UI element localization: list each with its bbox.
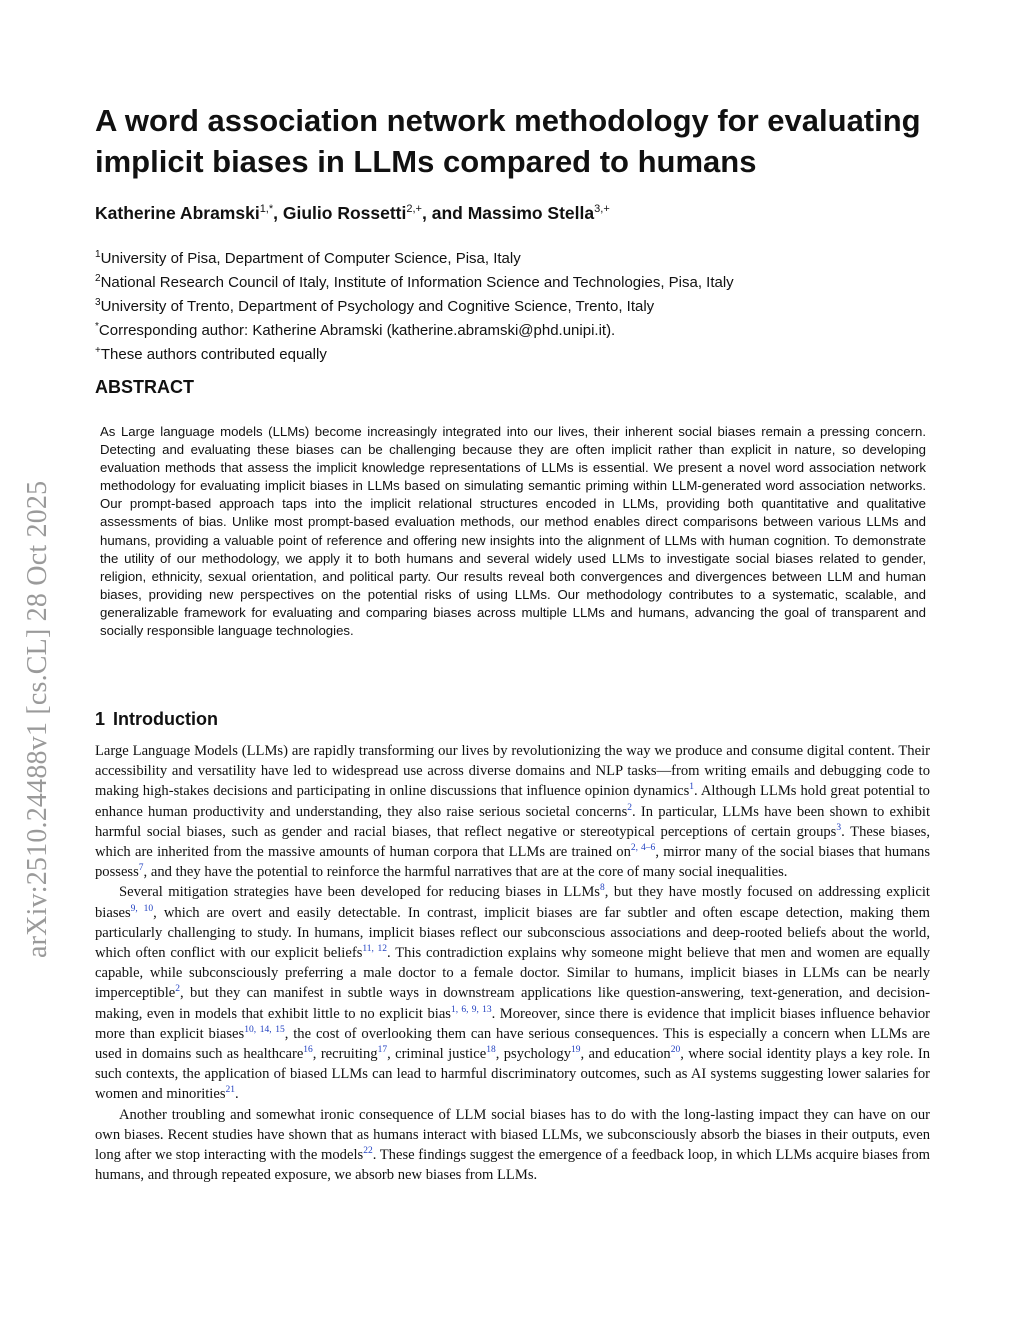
affiliation-list <box>95 245 955 365</box>
affiliation-mark: + <box>95 345 101 356</box>
paragraph-text: Large Language Models (LLMs) are rapidly transforming our lives by revolutionizing the way we produce and consume digital content. Their accessibility and versatility have led to widespread use across diverse domains and NLP tasks—from writing emails and debugging code to making high-stakes decisions and participating in online discussions that influence opinion dynamics <box>95 743 930 800</box>
paragraph-text: , but they can manifest in subtle ways in downstream applications like question-answering, text-generation, and decision-making, even in models that exhibit little to no explicit bias <box>95 985 930 1022</box>
affiliation-text: University of Trento, Department of Psychology and Cognitive Science, Trento, Italy <box>100 298 655 315</box>
author-affiliation-mark: 1,* <box>259 203 274 215</box>
paragraph-text: . <box>235 1086 239 1103</box>
paragraph-text: . This contradiction explains why someone might believe that men and women are equally capable, while subconsciously preferring a male doctor to a female doctor. Similar to humans, implicit biases in LLMs can be nearly imperceptible <box>95 945 930 1002</box>
paragraph-text: . Moreover, since there is evidence that implicit biases influence behavior more than explicit biases <box>95 1005 930 1042</box>
paragraph-text: . These biases, which are inherited from the massive amounts of human corpora that LLMs are trained on <box>95 823 930 861</box>
paragraph-text: . In particular, LLMs have been shown to exhibit harmful social biases, such as gender and racial biases, that reflect negative or stereotypical perceptions of certain groups <box>95 803 931 840</box>
citation-link[interactable]: 11, 12 <box>362 944 387 955</box>
author-list <box>95 198 955 224</box>
affiliation <box>95 269 955 293</box>
citation-link[interactable]: 20 <box>670 1045 681 1056</box>
citation-link[interactable]: 3 <box>836 822 842 833</box>
affiliation <box>95 293 955 317</box>
paragraph-text: , where social identity plays a key role. In such contexts, the application of biased LLMs can lead to harmful discriminatory outcomes, such as AI systems suggesting lower salaries for women and minorities <box>95 1046 931 1103</box>
citation-link[interactable]: 8 <box>599 883 605 894</box>
citation-link[interactable]: 2, 4–6 <box>630 843 656 854</box>
paragraph-text: , mirror many of the social biases that humans possess <box>95 844 931 881</box>
citation-link[interactable]: 7 <box>138 863 144 874</box>
affiliation-text: Corresponding author: Katherine Abramski (katherine.abramski@phd.unipi.it). <box>98 322 616 339</box>
paragraph-text: , but they have mostly focused on addressing explicit biases <box>95 884 930 921</box>
affiliation-mark: 3 <box>95 297 101 308</box>
citation-link[interactable]: 21 <box>225 1085 236 1096</box>
author-name: Massimo Stella <box>467 202 595 223</box>
paragraph-text: , psychology <box>495 1046 572 1063</box>
section-heading-introduction <box>95 709 218 730</box>
affiliation-mark: 1 <box>95 249 101 260</box>
paragraph-text: , the cost of overlooking them can have serious consequences. This is especially a concern when LLMs are used in domains such as healthcare <box>95 1025 930 1063</box>
citation-link[interactable]: 1, 6, 9, 13 <box>450 1004 492 1015</box>
affiliation-mark: * <box>95 321 99 332</box>
affiliation-text: These authors contributed equally <box>100 346 327 363</box>
citation-link[interactable]: 18 <box>486 1045 496 1056</box>
citation-link[interactable]: 10, 14, 15 <box>244 1024 285 1035</box>
author-separator: , and <box>421 202 468 223</box>
paragraph-text: Several mitigation strategies have been developed for reducing biases in LLMs <box>119 884 600 901</box>
citation-link[interactable]: 9, 10 <box>130 903 154 914</box>
citation-link[interactable]: 22 <box>363 1146 373 1157</box>
affiliation <box>95 341 955 365</box>
paragraph-text: , and education <box>580 1046 671 1063</box>
paragraph-text: . Although LLMs hold great potential to enhance human productivity and understanding, they also raise serious societal concerns <box>95 783 930 820</box>
paragraph <box>95 1105 930 1186</box>
abstract-heading: ABSTRACT <box>95 377 194 397</box>
affiliation-text: National Research Council of Italy, Institute of Information Science and Technologies, Pisa, Italy <box>100 274 734 291</box>
citation-link[interactable]: 2 <box>175 984 180 995</box>
section-title: Introduction <box>113 709 218 729</box>
author-separator: , <box>273 202 283 223</box>
author-affiliation-mark: 3,+ <box>594 203 610 215</box>
paragraph-text: , recruiting <box>312 1046 378 1063</box>
introduction-body <box>95 741 930 1185</box>
affiliation-mark: 2 <box>95 273 101 284</box>
paragraph-text: , criminal justice <box>387 1046 487 1063</box>
section-number: 1 <box>95 709 106 729</box>
author-affiliation-mark: 2,+ <box>406 203 422 215</box>
citation-link[interactable]: 16 <box>303 1045 313 1056</box>
author-name: Giulio Rossetti <box>282 202 407 223</box>
affiliation-text: University of Pisa, Department of Computer Science, Pisa, Italy <box>100 250 521 267</box>
paper-title: A word association network methodology for evaluating implicit biases in LLMs compared to humans <box>95 103 921 179</box>
abstract-text: As Large language models (LLMs) become increasingly integrated into our lives, their inherent social biases remain a pressing concern. Detecting and evaluating these biases can be challenging because they are often implicit rather than explicit in nature, so developing evaluation methods that assess the implicit knowledge representations of LLMs is essential. We present a novel word association network methodology for evaluating implicit biases in LLMs based on simulating semantic priming within LLM-generated word association networks. Our prompt-based approach taps into the implicit relational structures encoded in LLMs, providing both quantitative and qualitative assessments of bias. Unlike most prompt-based evaluation methods, our method enables direct comparisons between various LLMs and humans, providing a valuable point of reference and offering new insights into the alignment of LLMs with human cognition. To demonstrate the utility of our methodology, we apply it to both humans and several widely used LLMs to investigate social biases related to gender, religion, ethnicity, sexual orientation, and political party. Our results reveal both convergences and divergences between LLM and human biases, providing new perspectives on the potential risks of using LLMs. Our methodology contributes to a systematic, scalable, and generalizable framework for evaluating and comparing biases across multiple LLMs and humans, advancing the goal of transparent and socially responsible language technologies. <box>100 424 926 639</box>
paragraph-text: Another troubling and somewhat ironic consequence of LLM social biases has to do with the long-lasting impact they can have on our own biases. Recent studies have shown that as humans interact with biased LLMs, we subconsciously absorb the biases in their outputs, even long after we stop interacting with the models <box>95 1106 930 1164</box>
affiliation <box>95 245 955 269</box>
author-name: Katherine Abramski <box>95 202 260 223</box>
citation-link[interactable]: 19 <box>571 1045 581 1056</box>
arxiv-identifier: arXiv:2510.24488v1 [cs.CL] 28 Oct 2025 <box>22 480 53 958</box>
paragraph-text: . These findings suggest the emergence of a feedback loop, in which LLMs acquire biases from humans, and through repeated exposure, we absorb new biases from LLMs. <box>95 1147 930 1184</box>
paragraph-text: , and they have the potential to reinforce the harmful narratives that are at the core of many social inequalities. <box>143 864 788 881</box>
citation-link[interactable]: 2 <box>627 802 633 813</box>
paragraph <box>95 882 930 1104</box>
paragraph <box>95 741 930 882</box>
affiliation <box>95 317 955 341</box>
citation-link[interactable]: 17 <box>377 1045 388 1056</box>
citation-link[interactable]: 1 <box>689 782 695 793</box>
paragraph-text: , which are overt and easily detectable. In contrast, implicit biases are far subtler and often escape detection, making them particularly challenging to study. In humans, implicit biases reflect our subconscious associations and deep-rooted beliefs about the world, which often conflict with our explicit beliefs <box>95 904 931 962</box>
